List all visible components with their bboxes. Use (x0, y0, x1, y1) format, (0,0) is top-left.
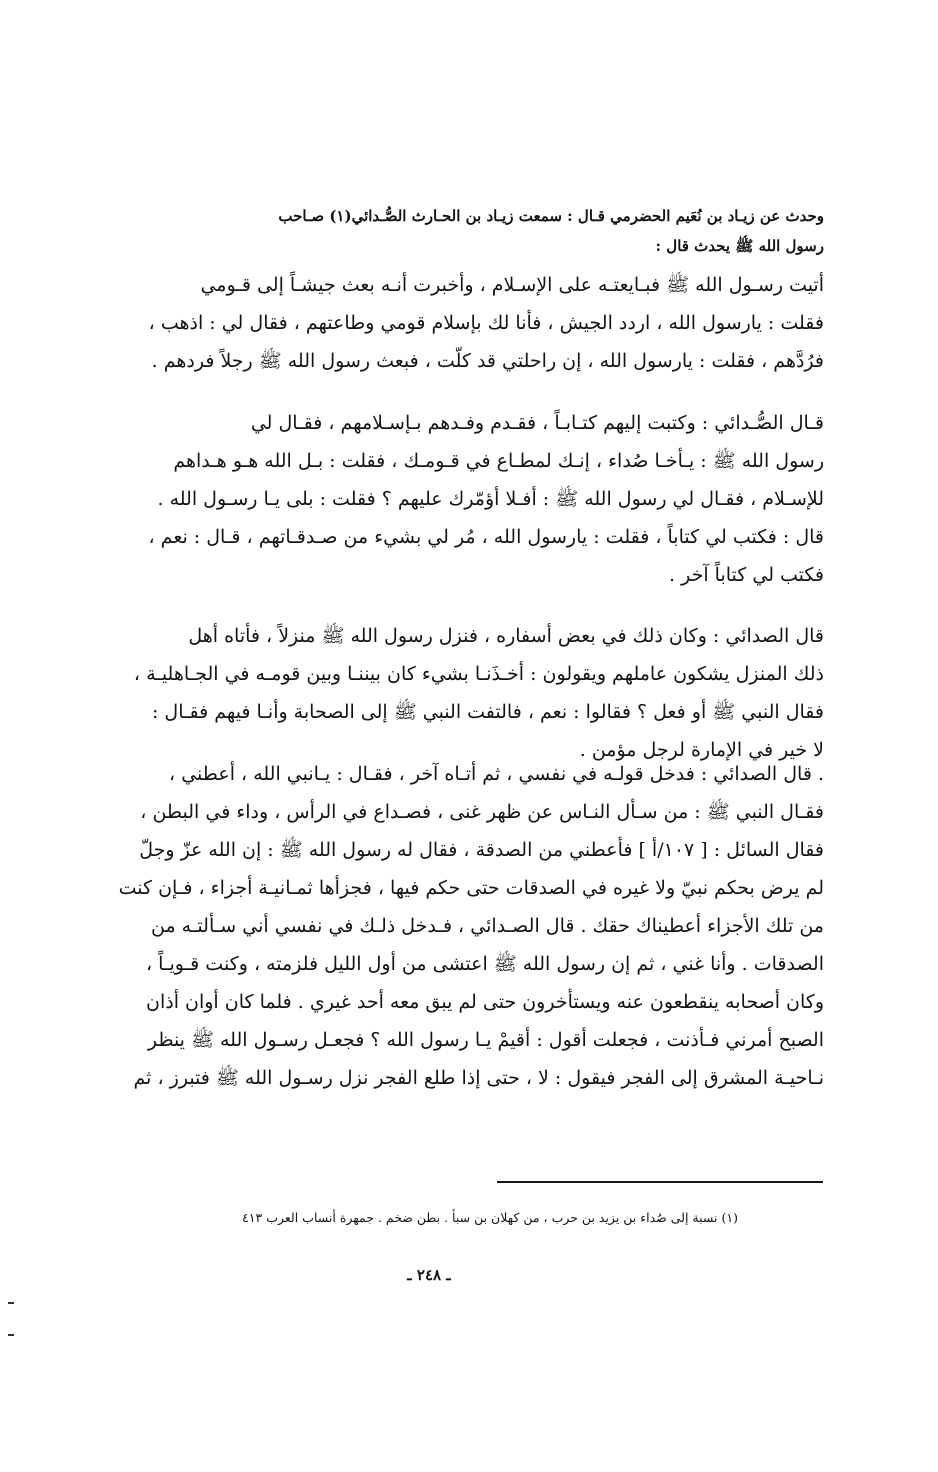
footnote: (١) نسبة إلى صُداء بن يزيد بن حرب ، من كهلان بن سبأ . بطن ضخم . جمهرة أنساب العرب ٤١٣ (242, 1210, 738, 1225)
footnote-divider (497, 1181, 823, 1183)
text-line: للإسـلام ، فقـال لي رسول الله ﷺ : أفـلا أؤمّرك عليهم ؟ فقلت : بلى يـا رسـول الله . (157, 488, 824, 510)
scan-margin-mark (8, 1302, 14, 1304)
text-line: فكتب لي كتاباً آخر . (669, 564, 824, 586)
text-line: من تلك الأجزاء أعطيناك حقك . قال الصـدائي ، فـدخل ذلـك في نفسي أني سـألتـه من (151, 915, 824, 937)
text-line: وكان أصحابه ينقطعون عنه ويستأخرون حتى لم يبق معه أحد غيري . فلما كان أوان أذان (146, 991, 824, 1013)
paragraph-1 (96, 266, 824, 380)
text-line: لا خير في الإمارة لرجل مؤمن . (579, 739, 824, 761)
paragraph-4 (96, 755, 824, 1097)
text-line: ذلك المنزل يشكون عاملهم ويقولون : أخـذَنـا بشيء كان بيننـا وبين قومـه في الجـاهليـة ، (133, 663, 824, 685)
text-line: لم يرض بحكم نبيّ ولا غيره في الصدقات حتى حكم فيها ، فجزأها ثمـانيـة أجزاء ، فـإن كنت (118, 877, 824, 899)
text-line: . قال الصدائي : فدخل قولـه في نفسي ، ثم أتـاه آخر ، فقـال : يـانبي الله ، أعطني ، (169, 763, 824, 785)
scan-margin-mark (8, 1334, 14, 1336)
paragraph-2 (96, 404, 824, 594)
text-line: فقال النبي ﷺ أو فعل ؟ فقالوا : نعم ، فالتفت النبي ﷺ إلى الصحابة وأنـا فيهم فقـال : (151, 701, 824, 723)
text-line: نـاحيـة المشرق إلى الفجر فيقول : لا ، حتى إذا طلع الفجر نزل رسـول الله ﷺ فتبرز ، ثم (133, 1067, 824, 1089)
page-number: ـ ٢٤٨ ـ (407, 1266, 451, 1284)
text-line: فرُدَّهم ، فقلت : يارسول الله ، إن راحلتي قد كلّت ، فبعث رسول الله ﷺ رجلاً فردهم . (151, 350, 824, 372)
text-line: فقـال النبي ﷺ : من سـأل النـاس عن ظهر غنى ، فصـداع في الرأس ، وداء في البطن ، (140, 801, 824, 823)
text-line: الصبح أمرني فـأذنت ، فجعلت أقول : أقيمْ يـا رسول الله ؟ فجعـل رسـول الله ﷺ ينظر (147, 1029, 824, 1051)
paragraph-3 (96, 617, 824, 769)
text-line: الصدقات . وأنا غني ، ثم إن رسول الله ﷺ اعتشى من أول الليل فلزمته ، وكنت قـويـاً ، (145, 953, 824, 975)
isnad-line: وحدث عن زيـاد بن نُعَيم الحضرمي قـال : سمعت زيـاد بن الحـارث الصُّـدائي(١) صـاحب (278, 207, 824, 225)
text-line: فقال السائل : [ ١٠٧/أ ] فأعطني من الصدقة ، فقال له رسول الله ﷺ : إن الله عزّ وجلّ (139, 839, 824, 861)
text-line: أتيت رسـول الله ﷺ فبـايعتـه على الإسـلام ، وأخبرت أنـه بعث جيشـاً إلى قـومي (200, 274, 824, 296)
text-line: قـال الصُّـدائي : وكتبت إليهم كتـابـاً ، فقـدم وفـدهم بـإسـلامهم ، فقـال لي (250, 412, 824, 434)
isnad-line: رسول الله ﷺ يحدث قال : (655, 237, 824, 255)
text-line: فقلت : يارسول الله ، اردد الجيش ، فأنا لك بإسلام قومي وطاعتهم ، فقال لي : اذهب ، (148, 312, 824, 334)
text-line: قال الصدائي : وكان ذلك في بعض أسفاره ، فنزل رسول الله ﷺ منزلاً ، فأتاه أهل (188, 625, 824, 647)
text-line: رسول الله ﷺ : يـأخـا صُداء ، إنـك لمطـاع في قـومـك ، فقلت : بـل الله هـو هـداهم (173, 450, 824, 472)
text-line: قال : فكتب لي كتاباً ، فقلت : يارسول الله ، مُر لي بشيء من صـدقـاتهم ، قـال : نعم ، (148, 526, 824, 548)
isnad-chain (96, 201, 824, 261)
